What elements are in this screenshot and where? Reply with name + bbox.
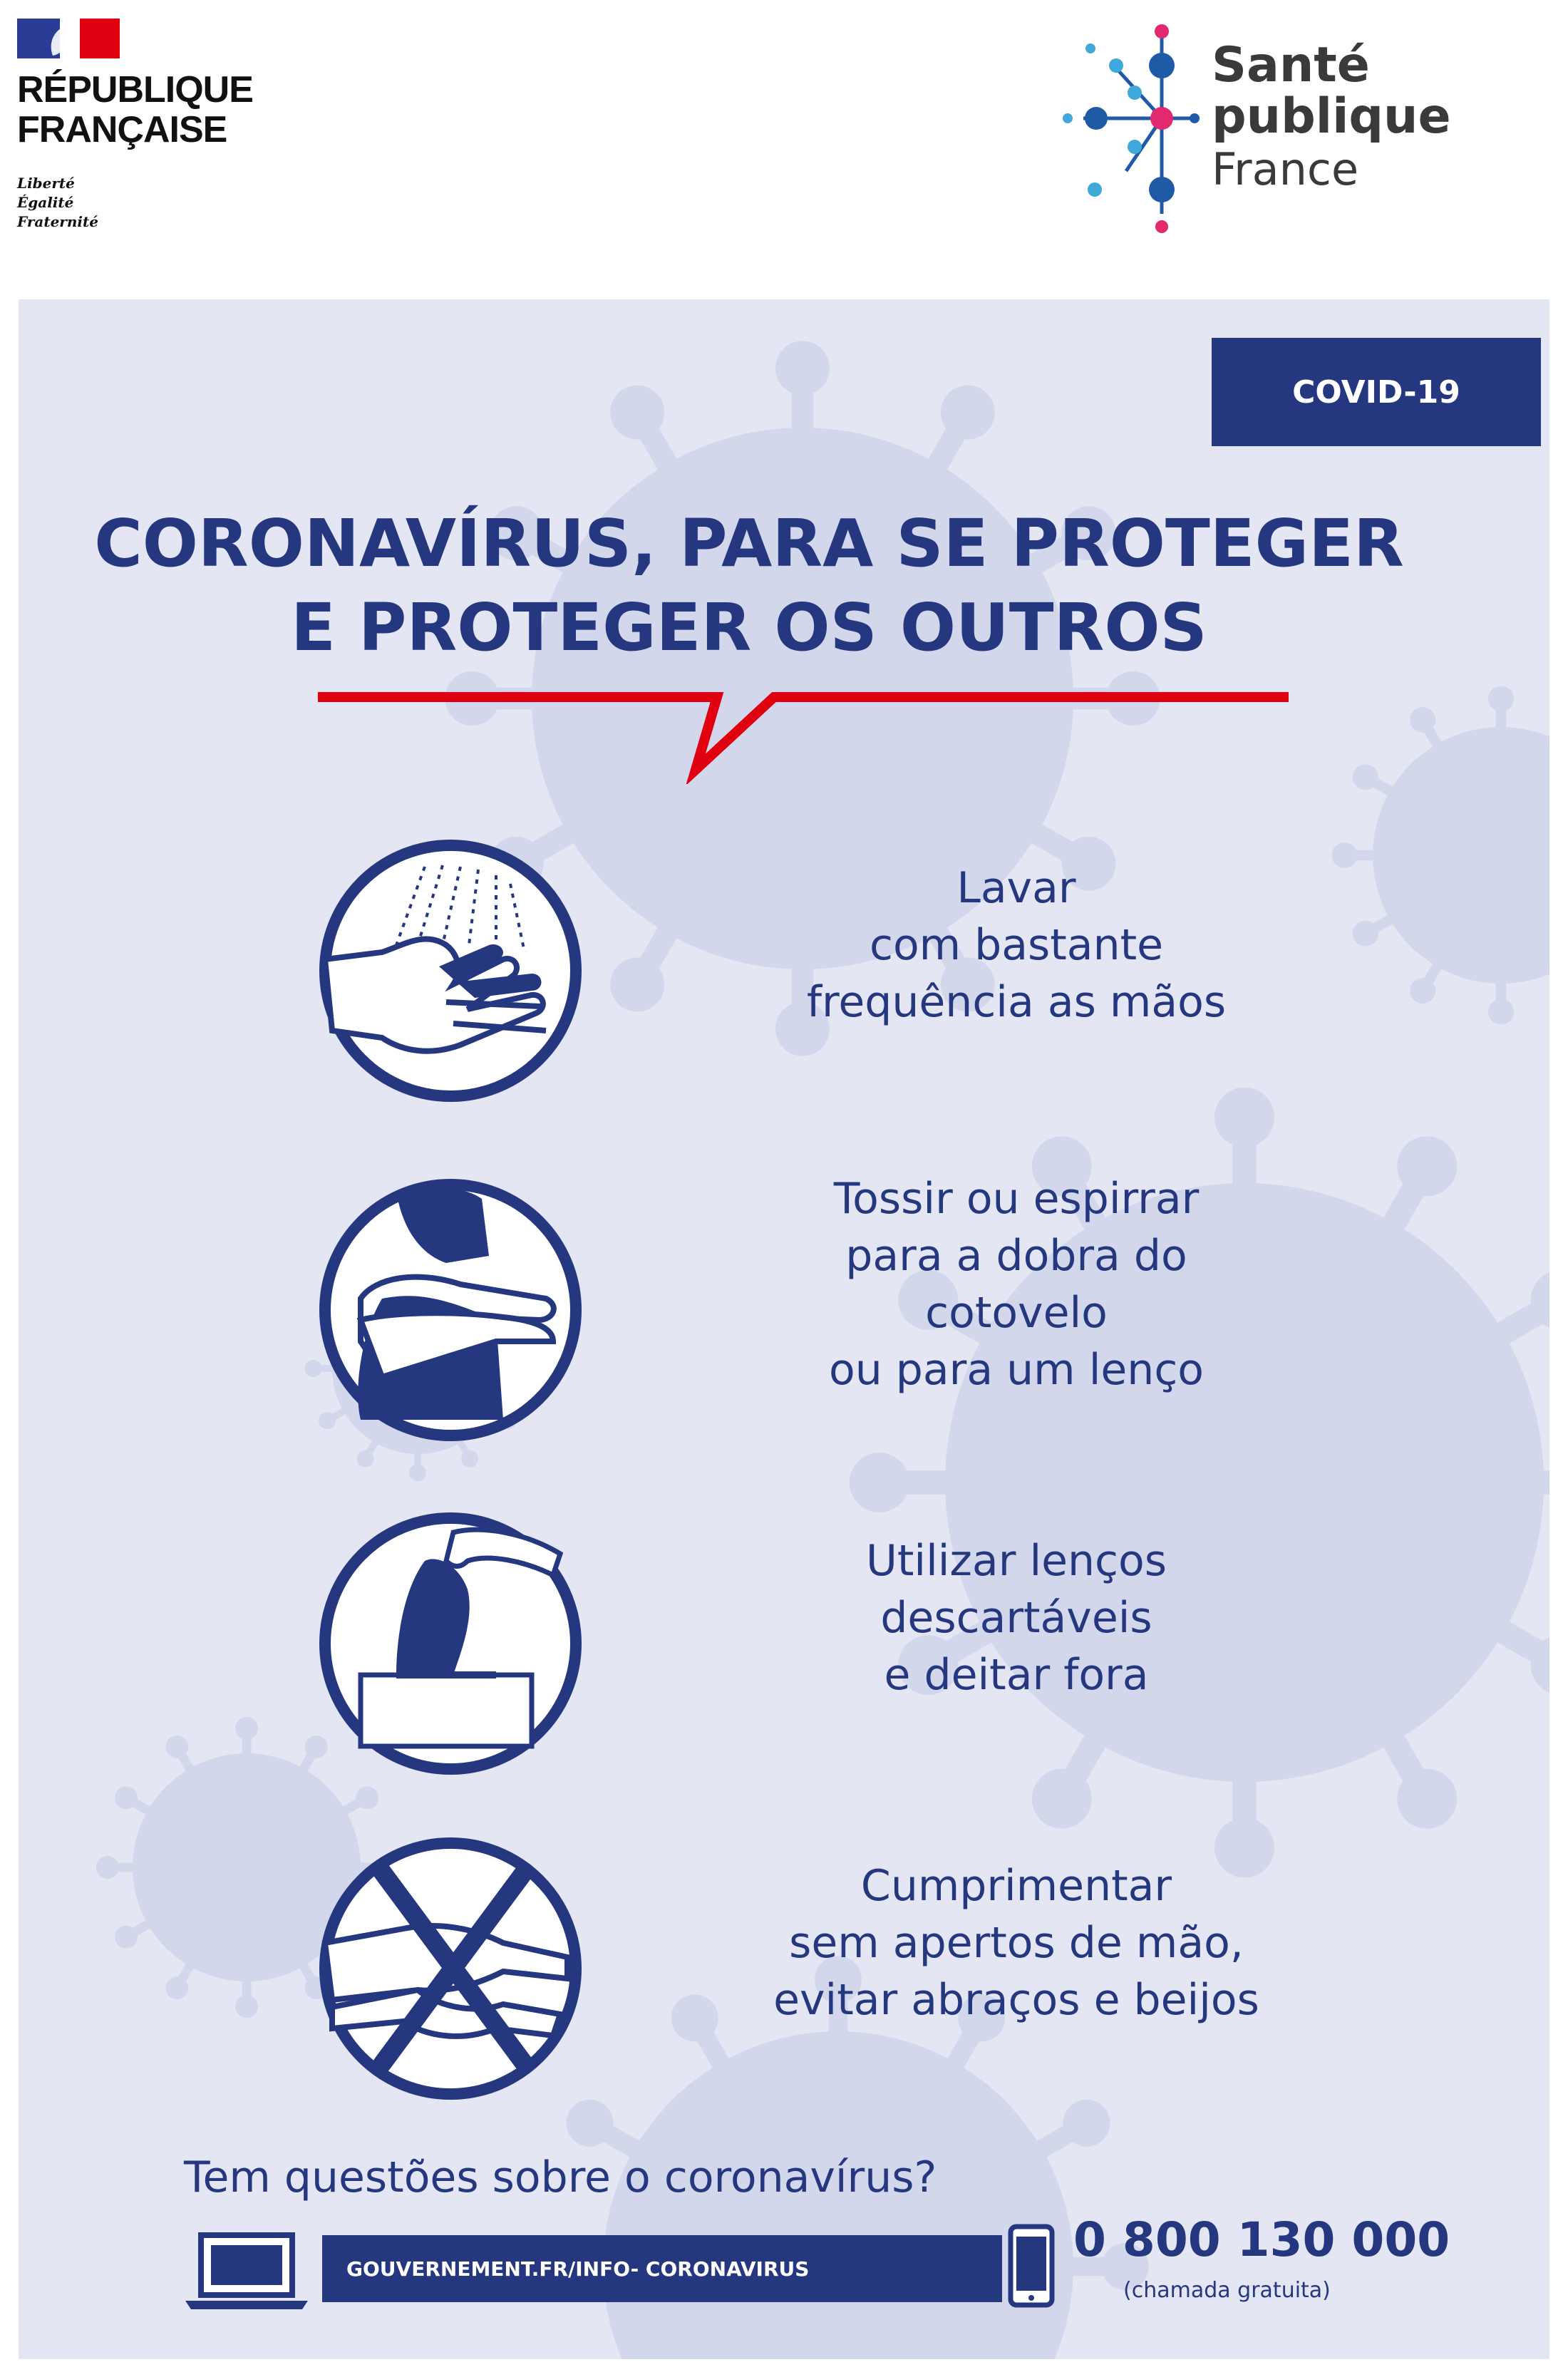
spf-line2: publique (1212, 88, 1451, 145)
step3-line3: e deitar fora (884, 1650, 1149, 1700)
step-tissue (318, 1511, 1430, 1782)
speech-bubble-line-icon (318, 684, 1301, 784)
spf-line1: Santé (1212, 37, 1370, 93)
republique-name-line2: FRANÇAISE (17, 109, 227, 150)
republique-name-line1: RÉPUBLIQUE (17, 69, 253, 110)
step-cough-elbow (318, 1174, 1430, 1448)
tissue-disposal-icon (318, 1511, 583, 1776)
step2-line4: ou para um lenço (828, 1345, 1205, 1395)
hand-washing-icon (318, 838, 583, 1103)
step-no-handshake (318, 1836, 1430, 2107)
sante-publique-wordmark (1212, 37, 1451, 197)
question-text: Tem questões sobre o coronavírus? (184, 2152, 937, 2202)
title-line2: E PROTEGER OS OUTROS (291, 589, 1207, 666)
step4-line1: Cumprimentar (860, 1861, 1172, 1911)
sante-publique-france-logo (1055, 14, 1454, 242)
step1-line3: frequência as mãos (806, 977, 1227, 1027)
title-line1: CORONAVÍRUS, PARA SE PROTEGER (94, 505, 1404, 582)
republique-francaise-logo (17, 19, 288, 247)
motto-egalite: Égalité (17, 194, 74, 211)
step-hand-washing (318, 838, 1430, 1109)
step1-line2: com bastante (869, 920, 1164, 970)
covid-tag: COVID-19 (1212, 338, 1541, 446)
step2-line1: Tossir ou espirrar (833, 1174, 1200, 1224)
republique-name (17, 70, 253, 150)
step3-line1: Utilizar lenços (865, 1536, 1167, 1586)
step3-line2: descartáveis (880, 1593, 1152, 1643)
no-handshake-icon (318, 1836, 583, 2101)
step2-line2: para a dobra do (845, 1231, 1187, 1281)
step4-line2: sem apertos de mão, (789, 1918, 1244, 1968)
info-url-link[interactable]: GOUVERNEMENT.FR/INFO- CORONAVIRUS (322, 2235, 1002, 2302)
step-tissue-text (660, 1532, 1373, 1703)
french-flag-icon (17, 19, 120, 58)
poster-panel (19, 299, 1549, 2359)
step1-line1: Lavar (956, 863, 1076, 913)
step-cough-elbow-text (660, 1170, 1373, 1398)
laptop-icon (182, 2232, 311, 2311)
cough-elbow-icon (318, 1177, 583, 1443)
motto-liberte: Liberté (17, 175, 75, 192)
phone-icon (1008, 2224, 1055, 2308)
republique-motto (17, 174, 98, 232)
step4-line3: evitar abraços e beijos (773, 1975, 1259, 2025)
step2-line3: cotovelo (925, 1288, 1108, 1338)
step-hand-washing-text (660, 860, 1373, 1031)
motto-fraternite: Fraternité (17, 213, 98, 230)
step-no-handshake-text (660, 1857, 1373, 2028)
phone-number[interactable]: 0 800 130 000 (1073, 2212, 1450, 2267)
header (0, 0, 1568, 299)
phone-note: (chamada gratuita) (1123, 2278, 1331, 2303)
poster-title (76, 502, 1423, 670)
network-dots-icon (1055, 14, 1212, 242)
spf-line3: France (1212, 143, 1359, 195)
